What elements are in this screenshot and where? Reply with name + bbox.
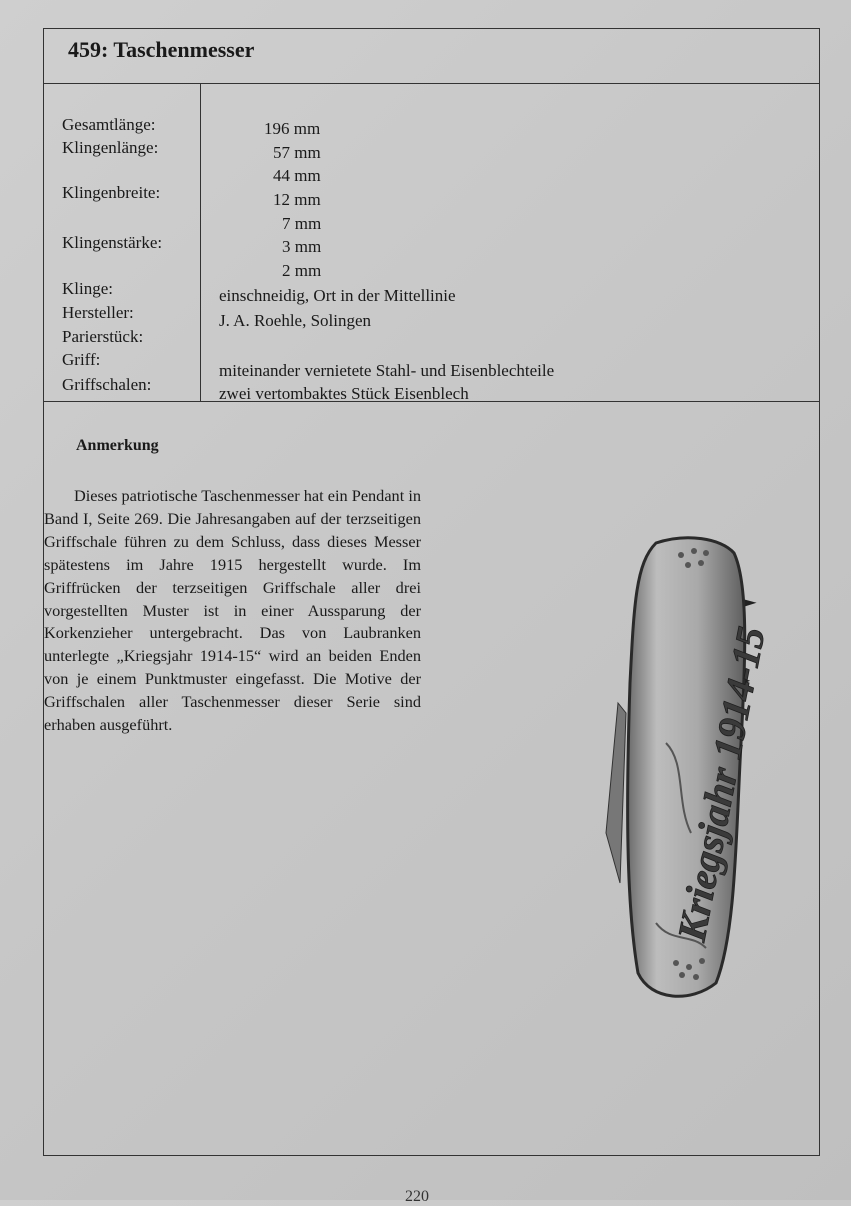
value-gesamtlaenge: 196 mm <box>264 119 321 138</box>
value-griff: miteinander vernietete Stahl- und Eisenblechteile <box>219 361 555 380</box>
pocket-knife-photo <box>596 503 786 1003</box>
label-griff: Griff: <box>62 350 101 369</box>
note-heading: Anmerkung <box>76 437 159 454</box>
note-paragraph: Dieses patriotische Taschenmesser hat ein Pendant in Band I, Seite 269. Die Jahresangaben auf der terzseitigen Griffschale führen zu dem Schluss, dass dieses Messer spätestens im Jahre 1915 hergestellt wurde. Im Griffrücken der terzseitigen Griffschale aller drei vorgestellten Muster ist in einer Aussparung der Korkenzieher untergebracht. Das von Laubranken unterlegte „Kriegsjahr 1914-15“ wird an beiden Enden von je einem Punktmuster eingefasst. Die Motive der Griffschalen aller Taschenmesser dieser Serie sind erhaben ausgeführt. <box>44 486 421 735</box>
value-klingenstaerke-2: 2 mm <box>282 261 322 280</box>
label-gesamtlaenge: Gesamtlänge: <box>62 115 156 134</box>
page-number: 220 <box>405 1188 429 1205</box>
label-parierstueck: Parierstück: <box>62 327 144 346</box>
value-klingenbreite-2: 7 mm <box>282 214 322 233</box>
label-klingenlaenge: Klingenlänge: <box>62 138 159 157</box>
value-klingenstaerke-1: 3 mm <box>282 237 322 256</box>
value-klinge: einschneidig, Ort in der Mittellinie <box>219 286 456 305</box>
value-klingenlaenge-1: 57 mm <box>273 143 321 162</box>
title-row <box>44 29 819 84</box>
value-hersteller: J. A. Roehle, Solingen <box>219 311 372 330</box>
entry-title: 459: Taschenmesser <box>68 37 255 62</box>
specifications-table <box>44 83 819 402</box>
blade-back <box>606 703 626 883</box>
knife-inscription: Kriegsjahr 1914-15 <box>668 623 774 945</box>
value-klingenlaenge-2: 44 mm <box>273 166 321 185</box>
value-klingenbreite-1: 12 mm <box>273 190 321 209</box>
label-griffschalen: Griffschalen: <box>62 375 152 394</box>
column-divider <box>200 83 201 401</box>
label-klingenstaerke: Klingenstärke: <box>62 233 163 252</box>
value-griffschalen: zwei vertombaktes Stück Eisenblech <box>219 384 469 403</box>
label-hersteller: Hersteller: <box>62 303 134 322</box>
label-klinge: Klinge: <box>62 279 113 298</box>
label-klingenbreite: Klingenbreite: <box>62 183 161 202</box>
page-frame <box>43 28 820 1156</box>
